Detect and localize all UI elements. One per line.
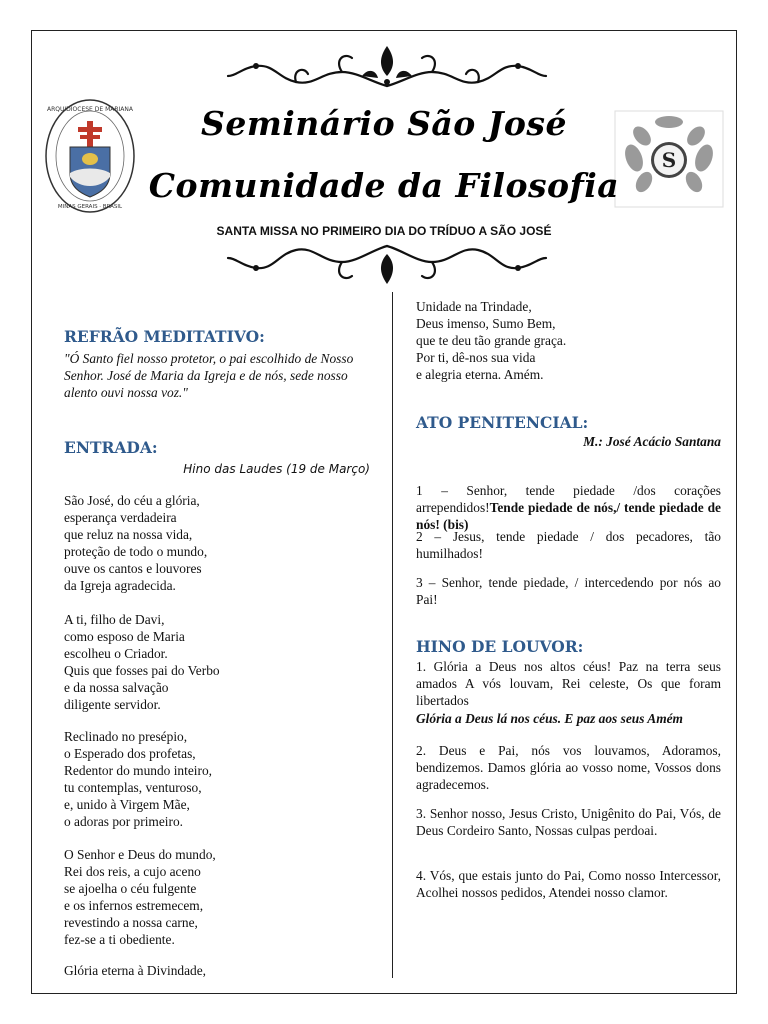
entrada-stanza-5-start: Glória eterna à Divindade, xyxy=(64,963,207,978)
ato-item-2: 2 – Jesus, tende piedade / dos pecadores, tão humilhados! xyxy=(416,529,721,561)
ato-item-3: 3 – Senhor, tende piedade, / intercedendo por nós ao Pai! xyxy=(416,575,721,607)
svg-text:MINAS GERAIS · BRASIL: MINAS GERAIS · BRASIL xyxy=(57,204,123,210)
flourish-ornament-bottom xyxy=(222,240,552,288)
flourish-ornament-top xyxy=(222,42,552,90)
entrada-stanza-4: O Senhor e Deus do mundo, Rei dos reis, a cujo aceno se ajoelha o céu fulgente e os infernos estremecem, revestindo a nossa carne, fez-se a ti obediente. xyxy=(64,847,216,947)
refrao-text: "Ó Santo fiel nosso protetor, o pai escolhido de Nosso Senhor. José de Maria da Igreja e de nós, sede nosso alento ouvi nossa voz." xyxy=(64,351,354,400)
section-heading-ato-penitencial: ATO PENITENCIAL: xyxy=(416,413,589,432)
section-heading-refrao: REFRÃO MEDITATIVO: xyxy=(64,327,265,346)
hino-paragraph-1: 1. Glória a Deus nos altos céus! Paz na terra seus amados A vós louvam, Rei celeste, Os que foram libertados xyxy=(416,659,721,708)
column-divider xyxy=(392,292,393,978)
mass-subtitle: SANTA MISSA NO PRIMEIRO DIA DO TRÍDUO A SÃO JOSÉ xyxy=(216,224,552,238)
hino-paragraph-4: 4. Vós, que estais junto do Pai, Como nosso Intercessor, Acolhei nossos pedidos, Atendei nosso clamor. xyxy=(416,868,721,900)
ato-item-1 xyxy=(416,465,721,533)
ato-author: M.: José Acácio Santana xyxy=(583,434,721,449)
svg-text:S: S xyxy=(661,148,677,172)
hino-paragraph-3: 3. Senhor nosso, Jesus Cristo, Unigênito do Pai, Vós, de Deus Cordeiro Santo, Nossas culpas perdoai. xyxy=(416,806,721,838)
page-subtitle-community: Comunidade da Filosofia xyxy=(148,166,620,205)
entrada-stanza-5-end: Unidade na Trindade, Deus imenso, Sumo Bem, que te deu tão grande graça. Por ti, dê-nos sua vida e alegria eterna. Amém. xyxy=(416,299,567,382)
entrada-stanza-2: A ti, filho de Davi, como esposo de Maria escolheu o Criador. Quis que fosses pai do Verbo e da nossa salvação diligente servidor. xyxy=(64,612,220,712)
svg-text:ARQUIDIOCESE DE MARIANA: ARQUIDIOCESE DE MARIANA xyxy=(47,106,133,113)
entrada-stanza-1: São José, do céu a glória, esperança verdadeira que reluz na nossa vida, proteção de todo o mundo, ouve os cantos e louvores da Igreja agradecida. xyxy=(64,493,208,593)
ato-item-1-text: 1 – Senhor, tende piedade /dos corações arrependidos! xyxy=(416,483,721,515)
ato-item-1-response: Tende piedade de nós,/ tende piedade de nós! (bis) xyxy=(416,500,721,532)
section-heading-entrada: ENTRADA: xyxy=(64,438,158,457)
hino-refrain: Glória a Deus lá nos céus. E paz aos seus Amém xyxy=(416,711,683,726)
entrada-source: Hino das Laudes (19 de Março) xyxy=(183,462,370,476)
section-heading-hino-louvor: HINO DE LOUVOR: xyxy=(416,637,584,656)
entrada-stanza-3: Reclinado no presépio, o Esperado dos profetas, Redentor do mundo inteiro, tu contemplas, venturoso, e, unido à Virgem Mãe, o adoras por primeiro. xyxy=(64,729,213,829)
hino-paragraph-2: 2. Deus e Pai, nós vos louvamos, Adoramos, bendizemos. Damos glória ao vosso nome, Vossos dons agradecemos. xyxy=(416,743,721,792)
page-title: Seminário São José xyxy=(201,104,567,143)
